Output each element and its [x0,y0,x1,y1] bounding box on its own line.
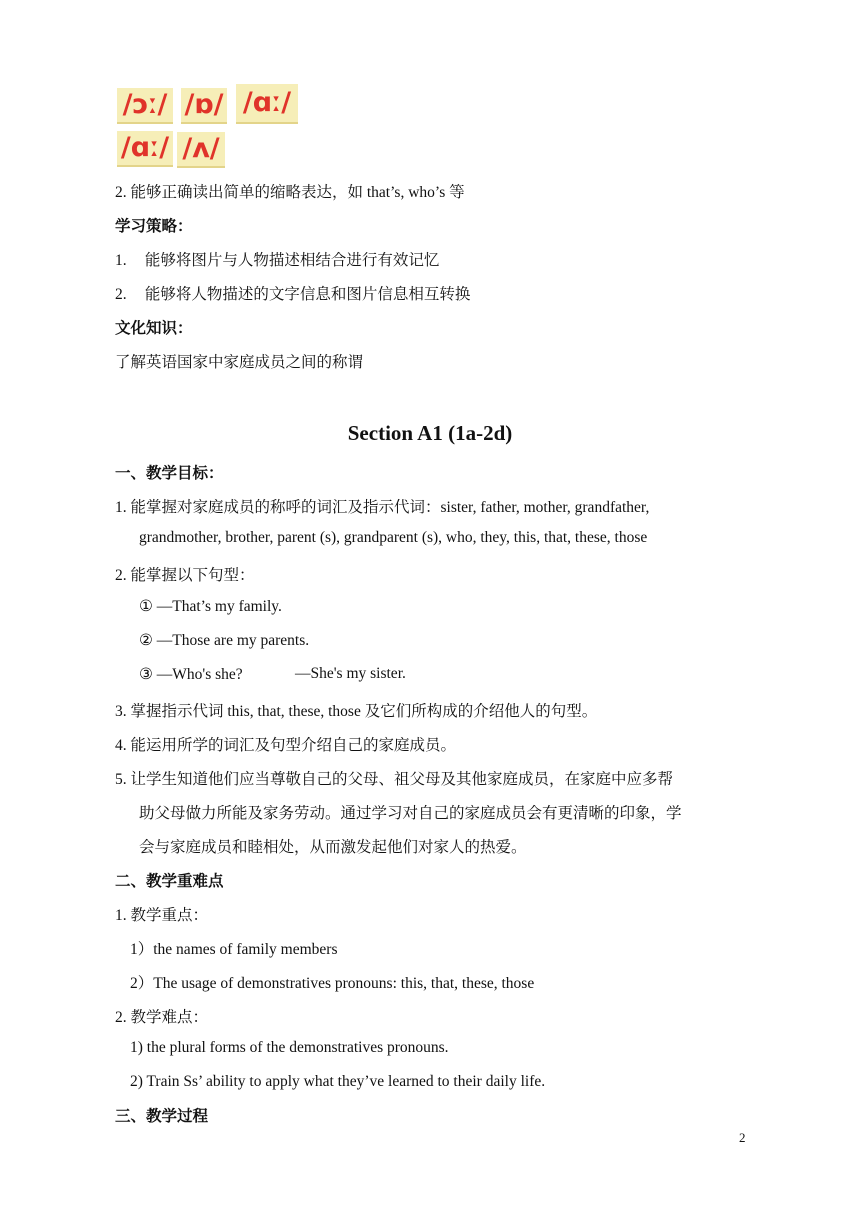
strategy-item-2 [115,282,470,304]
key-points-heading: 二、教学重难点 [115,873,224,890]
section-title: Section A1 (1a-2d) [347,421,513,445]
process-heading: 三、教学过程 [115,1108,209,1125]
culture-heading: 文化知识： [115,320,193,337]
phonetic-symbol-card: /ʌ/ [177,132,225,168]
phonetic-symbol-card: /ɑː/ [117,131,173,167]
strategy-item-1 [115,248,439,270]
sentence-pattern-1: ① —That’s my family. [139,598,282,615]
key-point-1: 1. 教学重点： [115,907,209,924]
goal-5-line-3: 会与家庭成员和睦相处，从而激发起他们对家人的热爱。 [139,839,527,856]
strategy-text: 能够将人物描述的文字信息和图片信息相互转换 [144,286,471,303]
difficult-point-1: 1) the plural forms of the demonstratives pronouns. [130,1039,449,1056]
goal-1-line-2: grandmother, brother, parent (s), grandparent (s), who, they, this, that, these, those [139,529,648,546]
goal-2: 2. 能掌握以下句型： [115,567,255,584]
phonetic-symbol-card: /ɔː/ [117,88,173,124]
goal-3: 3. 掌握指示代词 this, that, these, those 及它们所构成的介绍他人的句型。 [115,703,598,720]
sentence-question: ③ —Who's she? [139,666,243,683]
strategy-heading: 学习策略： [115,218,193,235]
goal-5-line-2: 助父母做力所能及家务劳动。通过学习对自己的家庭成员会有更清晰的印象，学 [139,805,682,822]
sentence-pattern-3 [139,665,406,684]
difficult-point-2: 2) Train Ss’ ability to apply what they’ve learned to their daily life. [130,1073,546,1090]
culture-text: 了解英语国家中家庭成员之间的称谓 [115,354,364,371]
sentence-answer: —She's my sister. [295,665,406,682]
goal-4: 4. 能运用所学的词汇及句型介绍自己的家庭成员。 [115,737,457,754]
goals-heading: 一、教学目标： [115,465,224,482]
key-point-1a: 1）the names of family members [130,941,338,958]
goal-1-line-1: 1. 能掌握对家庭成员的称呼的词汇及指示代词：sister, father, mother, grandfather, [115,499,650,516]
strategy-text: 能够将图片与人物描述相结合进行有效记忆 [144,252,440,269]
list-number: 2. [115,286,127,303]
phonetic-symbol-card: /ɒ/ [181,88,227,124]
difficult-point: 2. 教学难点： [115,1009,209,1026]
objective-item-2: 2. 能够正确读出简单的缩略表达，如 that’s, who’s 等 [115,184,465,201]
goal-5-line-1: 5. 让学生知道他们应当尊敬自己的父母、祖父母及其他家庭成员，在家庭中应多帮 [115,771,674,788]
page-number: 2 [739,1130,746,1145]
key-point-1b: 2）The usage of demonstratives pronouns: this, that, these, those [130,975,535,992]
sentence-pattern-2: ② —Those are my parents. [139,632,310,649]
phonetic-symbol-card: /ɑː/ [236,84,298,124]
list-number: 1. [115,252,127,269]
